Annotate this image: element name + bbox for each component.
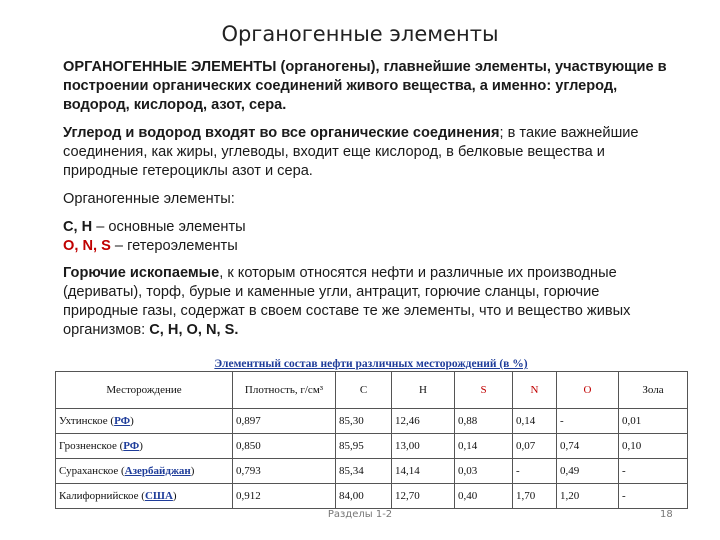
paragraph-organogenic-heading: Органогенные элементы:: [63, 191, 235, 207]
deposit-name: Ухтинское (: [59, 415, 115, 427]
country-link[interactable]: РФ: [123, 440, 140, 452]
paragraph-element-groups: [63, 218, 668, 256]
cell-h: 12,46: [392, 409, 455, 434]
table-row: [56, 434, 688, 459]
main-elements-label: – основные элементы: [92, 219, 246, 235]
cell-o: -: [557, 409, 619, 434]
cell-s: 0,40: [455, 484, 513, 509]
cell-ash: 0,10: [619, 434, 688, 459]
deposit-name: Калифорнийское (: [59, 490, 145, 502]
cell-ash: -: [619, 484, 688, 509]
cell-c: 84,00: [336, 484, 392, 509]
carbon-hydrogen-rest: ; в такие важнейшие соединения, как жиры, углеводы, входит еще кислород, в белковые вещества и природные гетероциклы азот и сера.: [63, 125, 639, 179]
cell-ash: -: [619, 459, 688, 484]
cell-c: 85,95: [336, 434, 392, 459]
cell-n: -: [513, 459, 557, 484]
paragraph-fossil-fuels: [63, 264, 668, 340]
cell-h: 12,70: [392, 484, 455, 509]
header-n: N: [513, 372, 557, 409]
table-row: [56, 484, 688, 509]
cell-density: 0,850: [233, 434, 336, 459]
header-ash: Зола: [619, 372, 688, 409]
cell-c: 85,30: [336, 409, 392, 434]
header-c: C: [336, 372, 392, 409]
carbon-hydrogen-bold: Углерод и водород входят во все органические соединения: [63, 125, 500, 141]
cell-o: 0,49: [557, 459, 619, 484]
cell-n: 0,14: [513, 409, 557, 434]
country-link[interactable]: США: [144, 490, 173, 502]
cell-h: 13,00: [392, 434, 455, 459]
oil-composition-table: [55, 371, 688, 509]
slide-footer: Разделы 1-2: [327, 509, 393, 520]
table-row: [56, 409, 688, 434]
paragraph-carbon-hydrogen: [63, 124, 668, 181]
deposit-name-end: ): [190, 465, 195, 477]
header-h: H: [392, 372, 455, 409]
cell-o: 1,20: [557, 484, 619, 509]
fossil-fuels-elements: C, H, O, N, S.: [149, 322, 239, 338]
deposit-name-end: ): [139, 440, 143, 452]
deposit-name-end: ): [172, 490, 177, 502]
cell-s: 0,03: [455, 459, 513, 484]
oil-composition-table-block: [55, 358, 687, 509]
hetero-elements-symbols: O, N, S: [63, 238, 111, 254]
cell-deposit: [56, 459, 233, 484]
header-o: O: [557, 372, 619, 409]
cell-deposit: [56, 434, 233, 459]
cell-density: 0,897: [233, 409, 336, 434]
slide-body: [63, 58, 668, 349]
deposit-name: Сураханское (: [59, 465, 125, 477]
deposit-name: Грозненское (: [59, 440, 124, 452]
cell-deposit: [56, 409, 233, 434]
cell-s: 0,88: [455, 409, 513, 434]
header-deposit: Месторождение: [56, 372, 233, 409]
table-caption: Элементный состав нефти различных месторождений (в %): [214, 358, 528, 370]
cell-h: 14,14: [392, 459, 455, 484]
cell-density: 0,793: [233, 459, 336, 484]
cell-o: 0,74: [557, 434, 619, 459]
cell-n: 0,07: [513, 434, 557, 459]
country-link[interactable]: Азербайджан: [124, 465, 191, 477]
country-link[interactable]: РФ: [114, 415, 131, 427]
table-row: [56, 459, 688, 484]
cell-ash: 0,01: [619, 409, 688, 434]
cell-density: 0,912: [233, 484, 336, 509]
fossil-fuels-bold: Горючие ископаемые: [63, 265, 220, 281]
cell-c: 85,34: [336, 459, 392, 484]
page-number: 18: [660, 509, 673, 520]
header-s: S: [455, 372, 513, 409]
slide-title: Органогенные элементы: [221, 22, 499, 46]
fossil-fuels-rest: , к которым относятся нефти и различные их производные (дериваты), торф, бурые и каменные угли, антрацит, горючие сланцы, горючие природные газы, содержат в своем составе те же элементы, что и вещество живых организмов:: [63, 265, 631, 338]
deposit-name-end: ): [130, 415, 134, 427]
cell-deposit: [56, 484, 233, 509]
table-header-row: [56, 372, 688, 409]
paragraph-definition: ОРГАНОГЕННЫЕ ЭЛЕМЕНТЫ (органогены), главнейшие элементы, участвующие в построении органических соединений живого вещества, а именно: углерод, водород, кислород, азот, сера.: [63, 59, 667, 113]
cell-n: 1,70: [513, 484, 557, 509]
hetero-elements-label: – гетероэлементы: [110, 238, 238, 254]
header-density: Плотность, г/см³: [233, 372, 336, 409]
main-elements-symbols: C, H: [63, 219, 93, 235]
cell-s: 0,14: [455, 434, 513, 459]
